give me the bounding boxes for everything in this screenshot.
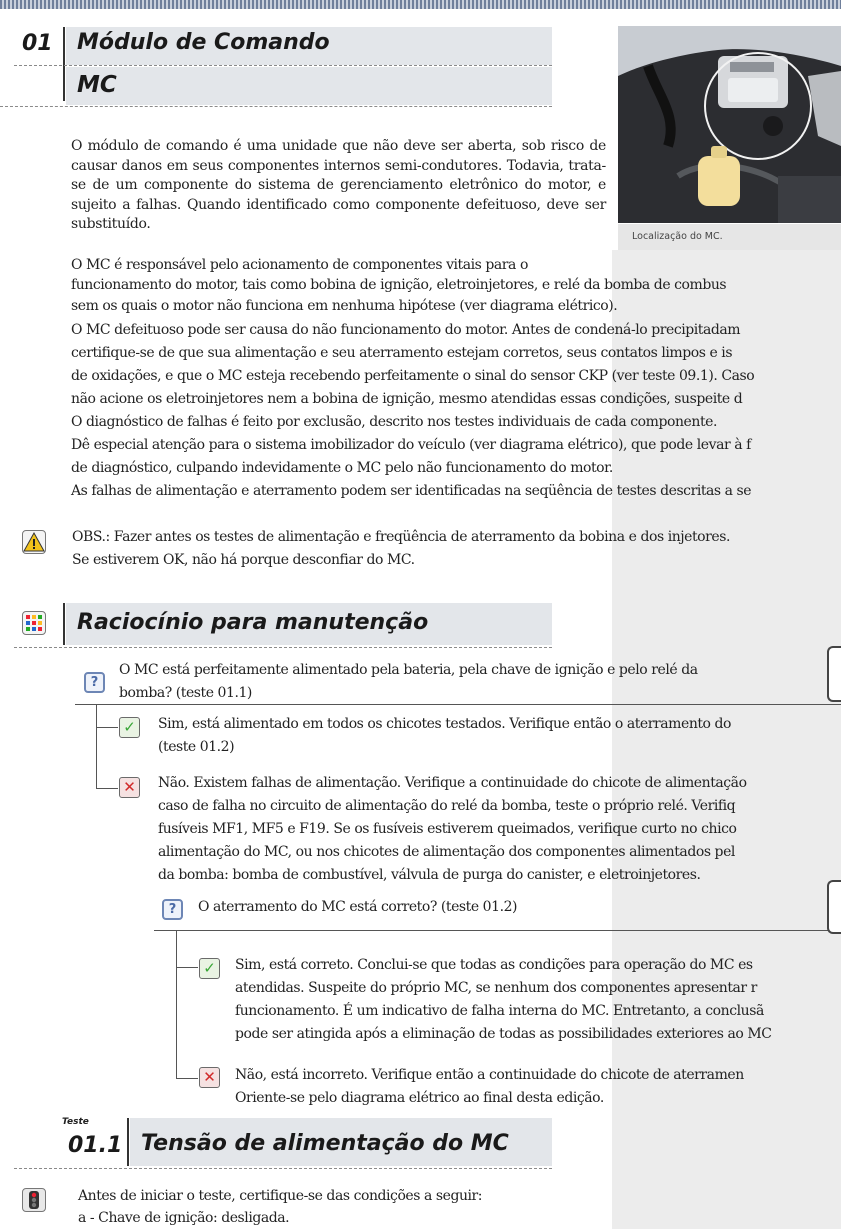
answer-no-text: Não, está incorreto. Verifique então a continuidade do chicote de aterramen (235, 1067, 744, 1083)
body-line: sem os quais o motor não funciona em nenhuma hipótese (ver diagrama elétrico). (71, 298, 618, 314)
no-cross-icon: ✕ (119, 777, 140, 798)
obs-line: Se estiverem OK, não há porque desconfiar do MC. (72, 552, 415, 568)
grid-icon (22, 611, 46, 635)
photo-caption: Localização do MC. (618, 224, 841, 250)
edge-tab (827, 880, 841, 934)
question-text: O MC está perfeitamente alimentado pela bateria, pela chave de ignição e pelo relé da (119, 662, 698, 678)
header-divider (127, 1118, 129, 1166)
tree-line (176, 1078, 198, 1079)
yes-check-icon: ✓ (119, 717, 140, 738)
maintenance-title: Raciocínio para manutenção (77, 610, 429, 635)
body-line: O MC defeituoso pode ser causa do não funcionamento do motor. Antes de condená-lo precipitadam (71, 322, 741, 338)
body-line: de oxidações, e que o MC esteja recebendo perfeitamente o sinal do sensor CKP (ver teste 09.1). Caso (71, 368, 755, 384)
warning-icon (22, 530, 46, 554)
body-line: O MC é responsável pelo acionamento de componentes vitais para o (71, 257, 528, 273)
divider (14, 65, 552, 66)
divider (14, 1168, 552, 1169)
tree-line (176, 931, 177, 1078)
test-tag: Teste (62, 1117, 89, 1127)
tree-line (176, 967, 198, 968)
body-line: não acione os eletroinjetores nem a bobina de ignição, mesmo atendidas essas condições, suspeite d (71, 391, 743, 407)
tree-line (96, 705, 97, 788)
tree-line (154, 930, 841, 931)
answer-yes-text: Sim, está correto. Conclui-se que todas as condições para operação do MC es (235, 957, 753, 973)
intro-paragraph: O módulo de comando é uma unidade que não deve ser aberta, sob risco de causar danos em seus componentes internos semi-condutores. Todavia, trata-se de um componente do sistema de gerenciamento eletrônico do motor, e sujeito a falhas. Quando identificado como componente defeituoso, deve ser substituído. (71, 138, 606, 232)
header-divider (63, 27, 65, 101)
top-decorative-strip (0, 0, 841, 9)
divider (14, 647, 552, 648)
tree-line (96, 727, 118, 728)
question-text: bomba? (teste 01.1) (119, 685, 252, 701)
tree-line (96, 788, 118, 789)
engine-photo (618, 26, 841, 223)
section-number: 01 (22, 31, 53, 56)
answer-yes-text: (teste 01.2) (158, 739, 235, 755)
answer-yes-text: pode ser atingida após a eliminação de todas as possibilidades exteriores ao MC (235, 1026, 772, 1042)
header-divider (63, 603, 65, 645)
body-line: de diagnóstico, culpando indevidamente o MC pelo não funcionamento do motor. (71, 460, 613, 476)
section-subtitle: MC (77, 72, 117, 98)
body-line: O diagnóstico de falhas é feito por exclusão, descrito nos testes individuais de cada componente. (71, 414, 717, 430)
body-line: certifique-se de que sua alimentação e seu aterramento estejam corretos, seus contatos limpos e is (71, 345, 733, 361)
edge-tab (827, 646, 841, 702)
section-subtitle-bar (66, 67, 552, 105)
tree-line (75, 704, 841, 705)
body-line: funcionamento do motor, tais como bobina de ignição, eletroinjetores, e relé da bomba de combus (71, 277, 727, 293)
question-icon: ? (162, 899, 183, 920)
no-cross-icon: ✕ (199, 1067, 220, 1088)
answer-yes-text: funcionamento. É um indicativo de falha interna do MC. Entretanto, a conclusã (235, 1003, 764, 1019)
traffic-light-icon (22, 1188, 46, 1212)
answer-no-text: fusíveis MF1, MF5 e F19. Se os fusíveis estiverem queimados, verifique curto no chico (158, 821, 737, 837)
answer-no-text: da bomba: bomba de combustível, válvula de purga do canister, e eletroinjetores. (158, 867, 701, 883)
yes-check-icon: ✓ (199, 958, 220, 979)
answer-no-text: alimentação do MC, ou nos chicotes de alimentação dos componentes alimentados pel (158, 844, 735, 860)
answer-no-text: Oriente-se pelo diagrama elétrico ao final desta edição. (235, 1090, 604, 1106)
body-line: Dê especial atenção para o sistema imobilizador do veículo (ver diagrama elétrico), que pode levar à f (71, 437, 751, 453)
answer-yes-text: Sim, está alimentado em todos os chicotes testados. Verifique então o aterramento do (158, 716, 732, 732)
test-number: 01.1 (68, 1133, 123, 1158)
section-title: Módulo de Comando (77, 30, 330, 55)
test-title: Tensão de alimentação do MC (141, 1131, 509, 1156)
test-instruction: a - Chave de ignição: desligada. (78, 1210, 290, 1226)
obs-line: OBS.: Fazer antes os testes de alimentação e freqüência de aterramento da bobina e dos injetores. (72, 529, 730, 545)
question-text: O aterramento do MC está correto? (teste 01.2) (198, 899, 518, 915)
test-instruction: Antes de iniciar o teste, certifique-se das condições a seguir: (78, 1188, 483, 1204)
answer-yes-text: atendidas. Suspeite do próprio MC, se nenhum dos componentes apresentar r (235, 980, 757, 996)
divider (0, 106, 552, 107)
body-line: As falhas de alimentação e aterramento podem ser identificadas na seqüência de testes descritas a se (71, 483, 752, 499)
answer-no-text: caso de falha no circuito de alimentação do relé da bomba, teste o próprio relé. Verifiq (158, 798, 736, 814)
question-icon: ? (84, 672, 105, 693)
answer-no-text: Não. Existem falhas de alimentação. Verifique a continuidade do chicote de alimentação (158, 775, 747, 791)
